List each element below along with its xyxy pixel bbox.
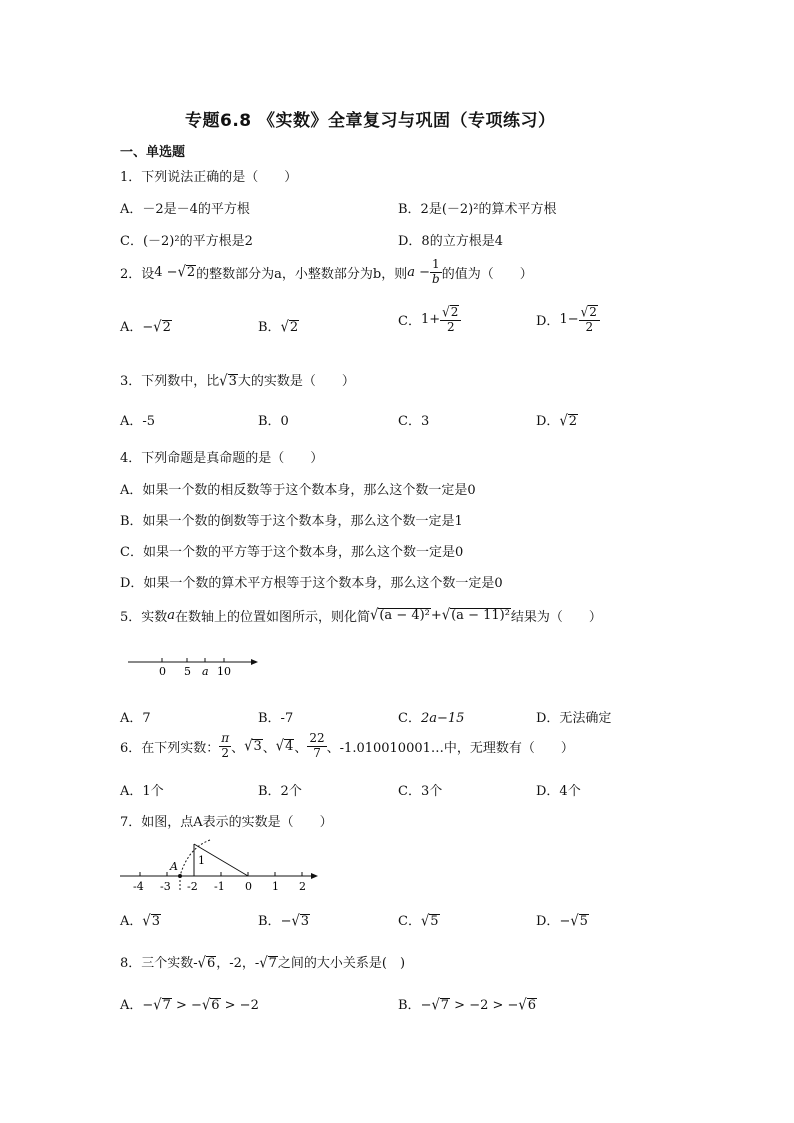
q7-option-b (258, 910, 310, 929)
q4-option-c: C．如果一个数的平方等于这个数本身，那么这个数一定是0 (120, 545, 464, 560)
q5-label-10: 10 (217, 665, 231, 678)
sqrt-symbol-icon: √ (177, 263, 186, 281)
q3-option-b: B．0 (258, 414, 289, 429)
q2-d-num-rad: 2 (589, 305, 597, 319)
q2-mid: 的整数部分为a，小整数部分为b，则 (196, 266, 408, 282)
q1-option-d: D．8的立方根是4 (398, 234, 503, 249)
q5-stem-b: 在数轴上的位置如图所示，则化简 (175, 610, 371, 625)
q2-frac-num: 1 (432, 257, 440, 271)
q7-height-label: 1 (198, 854, 205, 867)
q2-prefix: 2．设 (120, 266, 155, 282)
sqrt-symbol-icon: √ (291, 912, 300, 931)
q6-stem (120, 732, 574, 761)
q6-sep3: 、 (294, 740, 308, 756)
sqrt-symbol-icon: √ (142, 912, 151, 931)
q6-stem-b: 、-1.010010001…中，无理数有（ ） (326, 740, 574, 756)
q8-rad6: 6 (206, 956, 216, 971)
q5-expr1: (a − 4)² (379, 607, 430, 623)
q6-rad4: 4 (285, 738, 294, 754)
q2-c-den: 2 (446, 319, 455, 334)
q7-number-line-figure (118, 834, 328, 894)
q6-frac-pi (219, 732, 231, 761)
sqrt-symbol-icon: √ (153, 996, 162, 1015)
q2-d-pre: 1− (559, 312, 579, 328)
q2-stem (120, 258, 533, 287)
q4-stem: 4．下列命题是真命题的是（ ） (120, 451, 324, 466)
q6-option-d: D．4个 (536, 784, 581, 799)
sqrt-symbol-icon: √ (197, 954, 206, 973)
arrow-right-icon (311, 873, 318, 879)
q7-point-label: A (170, 860, 178, 873)
q2-b-rad: 2 (289, 320, 299, 335)
sqrt-symbol-icon: √ (370, 606, 379, 625)
q6-pi: π (221, 731, 230, 745)
q2-d-num (579, 305, 600, 321)
q7-option-a (120, 910, 161, 929)
q1-option-b: B．2是(－2)²的算术平方根 (398, 202, 557, 217)
q2-radicand: 2 (186, 264, 196, 280)
sqrt-symbol-icon: √ (244, 737, 253, 755)
q8-a-p3: > −2 (220, 998, 259, 1013)
q5-stem (120, 606, 602, 625)
q5-stem-a: 5．实数 (120, 610, 168, 625)
q5-c-expr: 2a−15 (420, 711, 465, 726)
sqrt-symbol-icon: √ (441, 606, 451, 625)
q2-suffix: 的值为（ ） (441, 266, 533, 282)
q5-option-d: D．无法确定 (536, 711, 612, 726)
q7-d-label: D． (536, 914, 560, 929)
q5-label-a: a (202, 665, 209, 678)
sqrt-symbol-icon: √ (219, 372, 228, 391)
q5-label-5: 5 (184, 665, 191, 678)
q2-option-c (398, 305, 461, 335)
q5-expr2: (a − 11)² (451, 607, 510, 623)
q8-stem-c: 之间的大小关系是( ) (277, 956, 406, 971)
q6-rad3: 3 (253, 738, 262, 754)
q7-b-rad: 3 (300, 914, 310, 929)
q6-option-c: C．3个 (398, 784, 443, 799)
q3-stem (120, 370, 355, 389)
q8-a-p1: − (142, 998, 154, 1013)
q3-option-a: A．-5 (120, 414, 156, 429)
q8-b-r2: 6 (527, 998, 536, 1013)
q3-stem-b: 大的实数是（ ） (237, 374, 355, 389)
q8-a-r2: 6 (211, 998, 220, 1013)
q5-var-a: a (167, 608, 176, 623)
q7-label-0: 0 (245, 880, 252, 893)
q7-option-c (398, 910, 440, 929)
q2-a-label: A． (120, 320, 143, 335)
q5-stem-c: 结果为（ ） (510, 610, 602, 625)
q2-option-b (258, 316, 299, 335)
q4-option-a: A．如果一个数的相反数等于这个数本身，那么这个数一定是0 (120, 483, 476, 498)
q8-stem-a: 8．三个实数- (120, 956, 198, 971)
q4-option-b: B．如果一个数的倒数等于这个数本身，那么这个数一定是1 (120, 514, 463, 529)
q5-option-b: B．-7 (258, 711, 294, 726)
q8-a-label: A． (120, 998, 143, 1013)
sqrt-symbol-icon: √ (518, 996, 527, 1015)
q7-b-neg: − (280, 914, 292, 929)
q3-d-label: D． (536, 414, 560, 429)
q8-option-b (398, 994, 537, 1013)
q5-c-label: C． (398, 711, 421, 726)
q5-option-a: A．7 (120, 711, 151, 726)
q2-a-rad: 2 (162, 320, 171, 335)
q2-c-label: C． (398, 314, 421, 330)
q8-stem (120, 952, 405, 971)
q6-frac-22-7 (307, 732, 326, 761)
q3-option-d (536, 410, 578, 429)
q2-c-pre: 1+ (420, 312, 441, 328)
q8-a-r1: 7 (162, 998, 171, 1013)
q2-c-num (440, 305, 461, 321)
q2-c-num-rad: 2 (450, 305, 459, 319)
q2-d-den: 2 (585, 319, 594, 334)
q2-option-d (536, 305, 600, 335)
q6-option-b: B．2个 (258, 784, 302, 799)
q8-b-p2: > −2 > − (450, 998, 519, 1013)
q7-label-2: 2 (299, 880, 306, 893)
q6-sep1: 、 (231, 740, 245, 756)
q6-sep2: 、 (262, 740, 276, 756)
q1-option-c: C．(－2)²的平方根是2 (120, 234, 253, 249)
q3-stem-a: 3．下列数中，比 (120, 374, 220, 389)
q5-plus: + (430, 608, 442, 623)
q4-option-d: D．如果一个数的算术平方根等于这个数本身，那么这个数一定是0 (120, 576, 503, 591)
arrow-right-icon (251, 659, 258, 665)
sqrt-symbol-icon: √ (259, 954, 268, 973)
q8-option-a (120, 994, 259, 1013)
q1-stem: 1．下列说法正确的是（ ） (120, 170, 298, 185)
q3-option-c: C．3 (398, 414, 430, 429)
q6-d7: 7 (313, 745, 321, 760)
q6-stem-a: 6．在下列实数： (120, 740, 220, 756)
sqrt-symbol-icon: √ (570, 912, 579, 931)
q6-n22: 22 (309, 731, 325, 745)
q2-option-a (120, 316, 172, 335)
q7-d-neg: − (559, 914, 571, 929)
sqrt-symbol-icon: √ (431, 996, 440, 1015)
q2-d-fraction (579, 305, 600, 335)
q7-label-1: 1 (272, 880, 279, 893)
q5-number-line (126, 652, 266, 680)
q2-d-label: D． (536, 314, 560, 330)
q2-a-neg: − (142, 320, 154, 335)
section-heading: 一、单选题 (120, 145, 186, 160)
q8-b-r1: 7 (440, 998, 450, 1013)
q3-rad: 3 (228, 374, 237, 389)
q7-option-d (536, 910, 589, 929)
q7-c-rad: 5 (430, 914, 439, 929)
q2-a-minus: a − (407, 264, 431, 280)
q7-b-label: B． (258, 914, 281, 929)
q6-option-a: A．1个 (120, 784, 164, 799)
q2-b-label: B． (258, 320, 281, 335)
q7-ticks (140, 872, 302, 876)
q7-label-neg4: -4 (133, 880, 144, 893)
sqrt-symbol-icon: √ (420, 912, 430, 931)
q8-b-label: B． (398, 998, 421, 1013)
q1-option-a: A．－2是－4的平方根 (120, 202, 250, 217)
q7-a-label: A． (120, 914, 143, 929)
sqrt-symbol-icon: √ (153, 318, 162, 337)
q2-expr-four: 4 − (154, 264, 178, 280)
q6-two: 2 (221, 745, 230, 760)
q7-label-neg2: -2 (187, 880, 198, 893)
sqrt-symbol-icon: √ (580, 303, 589, 320)
q7-label-neg1: -1 (214, 880, 225, 893)
page-title: 专题6.8 《实数》全章复习与巩固（专项练习） (185, 111, 556, 131)
q7-c-label: C． (398, 914, 421, 929)
q2-fraction (430, 258, 442, 287)
q7-point-a-dot (178, 874, 182, 878)
q3-d-rad: 2 (568, 414, 578, 429)
sqrt-symbol-icon: √ (442, 303, 450, 320)
q8-b-p1: − (420, 998, 432, 1013)
q7-d-rad: 5 (579, 914, 588, 929)
q5-label-0: 0 (159, 665, 166, 678)
q7-a-rad: 3 (151, 914, 160, 929)
q8-a-p2: > − (171, 998, 202, 1013)
sqrt-symbol-icon: √ (559, 412, 568, 431)
q2-frac-den: b (432, 271, 440, 286)
q2-c-fraction (440, 305, 461, 335)
q5-option-c (398, 707, 464, 726)
q8-rad7: 7 (268, 956, 277, 971)
sqrt-symbol-icon: √ (201, 996, 211, 1015)
sqrt-symbol-icon: √ (280, 318, 289, 337)
q7-arc (180, 840, 210, 876)
q7-label-neg3: -3 (160, 880, 171, 893)
sqrt-symbol-icon: √ (275, 737, 285, 755)
q7-stem: 7．如图，点A表示的实数是（ ） (120, 815, 333, 830)
q8-stem-b: ，-2，- (216, 956, 260, 971)
